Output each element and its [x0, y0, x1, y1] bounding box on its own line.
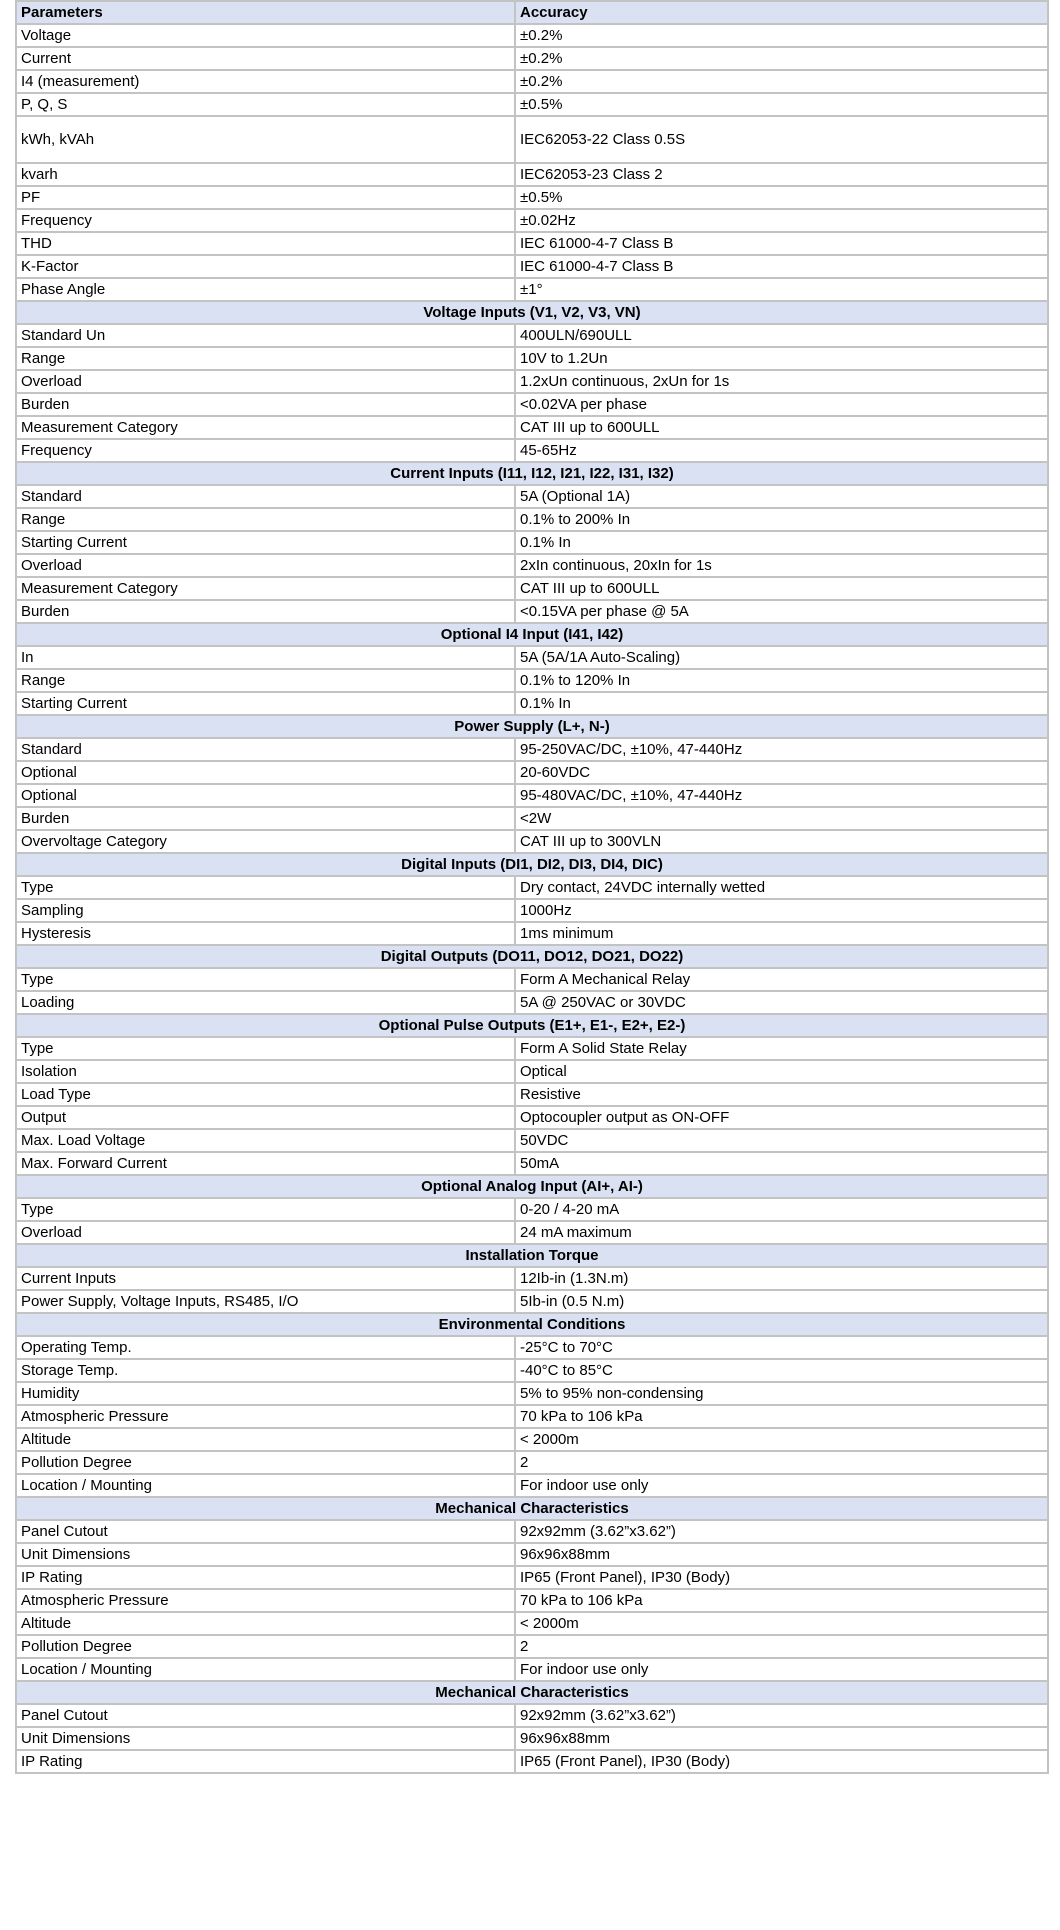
value-cell: Optocoupler output as ON-OFF — [515, 1106, 1048, 1129]
table-row — [16, 1382, 1048, 1405]
param-cell: Burden — [16, 393, 515, 416]
value-cell: CAT III up to 300VLN — [515, 830, 1048, 853]
value-cell: <0.15VA per phase @ 5A — [515, 600, 1048, 623]
value-cell: 1ms minimum — [515, 922, 1048, 945]
value-cell: ±1° — [515, 278, 1048, 301]
param-cell: Range — [16, 347, 515, 370]
param-cell: Isolation — [16, 1060, 515, 1083]
param-cell: Load Type — [16, 1083, 515, 1106]
param-cell: IP Rating — [16, 1566, 515, 1589]
table-row — [16, 761, 1048, 784]
value-cell: 92x92mm (3.62”x3.62”) — [515, 1704, 1048, 1727]
value-cell: IP65 (Front Panel), IP30 (Body) — [515, 1566, 1048, 1589]
param-cell: In — [16, 646, 515, 669]
table-row — [16, 991, 1048, 1014]
value-cell: < 2000m — [515, 1428, 1048, 1451]
value-cell: 0.1% to 120% In — [515, 669, 1048, 692]
section-title: Voltage Inputs (V1, V2, V3, VN) — [16, 301, 1048, 324]
section-header-row — [16, 1497, 1048, 1520]
table-row — [16, 1405, 1048, 1428]
param-cell: kvarh — [16, 163, 515, 186]
table-row — [16, 255, 1048, 278]
param-cell: Altitude — [16, 1428, 515, 1451]
param-cell: Standard Un — [16, 324, 515, 347]
table-row — [16, 1221, 1048, 1244]
table-row — [16, 1336, 1048, 1359]
value-cell: 70 kPa to 106 kPa — [515, 1405, 1048, 1428]
value-cell: <0.02VA per phase — [515, 393, 1048, 416]
value-cell: ±0.2% — [515, 70, 1048, 93]
table-row — [16, 899, 1048, 922]
table-row — [16, 1152, 1048, 1175]
table-row — [16, 347, 1048, 370]
value-cell: ±0.2% — [515, 24, 1048, 47]
value-cell: 2 — [515, 1451, 1048, 1474]
value-cell: ±0.5% — [515, 93, 1048, 116]
param-cell: Range — [16, 508, 515, 531]
value-cell: -40°C to 85°C — [515, 1359, 1048, 1382]
value-cell: 0.1% In — [515, 692, 1048, 715]
param-cell: Operating Temp. — [16, 1336, 515, 1359]
param-cell: Range — [16, 669, 515, 692]
table-row — [16, 807, 1048, 830]
value-cell: 96x96x88mm — [515, 1727, 1048, 1750]
table-row — [16, 1428, 1048, 1451]
table-row — [16, 1451, 1048, 1474]
section-title: Current Inputs (I11, I12, I21, I22, I31, I32) — [16, 462, 1048, 485]
table-row — [16, 1129, 1048, 1152]
param-cell: Frequency — [16, 439, 515, 462]
param-cell: I4 (measurement) — [16, 70, 515, 93]
value-cell: Resistive — [515, 1083, 1048, 1106]
table-row — [16, 163, 1048, 186]
value-cell: 0.1% to 200% In — [515, 508, 1048, 531]
table-row — [16, 1727, 1048, 1750]
param-cell: Burden — [16, 600, 515, 623]
param-cell: Altitude — [16, 1612, 515, 1635]
section-header-row — [16, 1681, 1048, 1704]
table-header-row — [16, 1, 1048, 24]
value-cell: CAT III up to 600ULL — [515, 416, 1048, 439]
param-cell: Overload — [16, 370, 515, 393]
value-cell: 5Ib-in (0.5 N.m) — [515, 1290, 1048, 1313]
param-cell: Location / Mounting — [16, 1658, 515, 1681]
table-row — [16, 1267, 1048, 1290]
table-row — [16, 1520, 1048, 1543]
table-row — [16, 1060, 1048, 1083]
table-row — [16, 646, 1048, 669]
table-row — [16, 1589, 1048, 1612]
param-cell: Atmospheric Pressure — [16, 1405, 515, 1428]
value-cell: 24 mA maximum — [515, 1221, 1048, 1244]
param-cell: Optional — [16, 761, 515, 784]
section-title: Digital Outputs (DO11, DO12, DO21, DO22) — [16, 945, 1048, 968]
value-cell: 92x92mm (3.62”x3.62”) — [515, 1520, 1048, 1543]
spec-table-body — [16, 1, 1048, 1773]
section-header-row — [16, 1175, 1048, 1198]
table-row — [16, 1658, 1048, 1681]
param-cell: Location / Mounting — [16, 1474, 515, 1497]
table-row — [16, 232, 1048, 255]
param-cell: Frequency — [16, 209, 515, 232]
table-row — [16, 922, 1048, 945]
param-cell: P, Q, S — [16, 93, 515, 116]
value-cell: 1.2xUn continuous, 2xUn for 1s — [515, 370, 1048, 393]
table-row — [16, 1474, 1048, 1497]
table-row — [16, 393, 1048, 416]
section-header-row — [16, 462, 1048, 485]
param-cell: Measurement Category — [16, 577, 515, 600]
param-cell: Standard — [16, 485, 515, 508]
header-accuracy: Accuracy — [515, 1, 1048, 24]
section-title: Mechanical Characteristics — [16, 1681, 1048, 1704]
value-cell: 1000Hz — [515, 899, 1048, 922]
table-row — [16, 531, 1048, 554]
table-row — [16, 600, 1048, 623]
value-cell: ±0.2% — [515, 47, 1048, 70]
table-row — [16, 116, 1048, 163]
param-cell: Panel Cutout — [16, 1704, 515, 1727]
header-parameters: Parameters — [16, 1, 515, 24]
param-cell: Current Inputs — [16, 1267, 515, 1290]
table-row — [16, 577, 1048, 600]
param-cell: Type — [16, 1198, 515, 1221]
param-cell: Voltage — [16, 24, 515, 47]
table-row — [16, 692, 1048, 715]
table-row — [16, 370, 1048, 393]
section-title: Optional I4 Input (I41, I42) — [16, 623, 1048, 646]
table-row — [16, 1612, 1048, 1635]
value-cell: 95-250VAC/DC, ±10%, 47-440Hz — [515, 738, 1048, 761]
value-cell: IEC62053-22 Class 0.5S — [515, 116, 1048, 163]
value-cell: For indoor use only — [515, 1474, 1048, 1497]
param-cell: Humidity — [16, 1382, 515, 1405]
param-cell: Loading — [16, 991, 515, 1014]
table-row — [16, 669, 1048, 692]
param-cell: Phase Angle — [16, 278, 515, 301]
section-header-row — [16, 715, 1048, 738]
value-cell: 2xIn continuous, 20xIn for 1s — [515, 554, 1048, 577]
value-cell: ±0.5% — [515, 186, 1048, 209]
table-row — [16, 209, 1048, 232]
param-cell: Overload — [16, 554, 515, 577]
section-title: Digital Inputs (DI1, DI2, DI3, DI4, DIC) — [16, 853, 1048, 876]
value-cell: 95-480VAC/DC, ±10%, 47-440Hz — [515, 784, 1048, 807]
table-row — [16, 1037, 1048, 1060]
value-cell: IEC62053-23 Class 2 — [515, 163, 1048, 186]
param-cell: PF — [16, 186, 515, 209]
param-cell: Type — [16, 968, 515, 991]
table-row — [16, 554, 1048, 577]
param-cell: kWh, kVAh — [16, 116, 515, 163]
param-cell: Unit Dimensions — [16, 1727, 515, 1750]
param-cell: Output — [16, 1106, 515, 1129]
param-cell: Current — [16, 47, 515, 70]
param-cell: Sampling — [16, 899, 515, 922]
value-cell: Dry contact, 24VDC internally wetted — [515, 876, 1048, 899]
param-cell: Pollution Degree — [16, 1635, 515, 1658]
value-cell: <2W — [515, 807, 1048, 830]
value-cell: 20-60VDC — [515, 761, 1048, 784]
table-row — [16, 1106, 1048, 1129]
value-cell: IEC 61000-4-7 Class B — [515, 255, 1048, 278]
section-header-row — [16, 1244, 1048, 1267]
table-row — [16, 70, 1048, 93]
value-cell: 10V to 1.2Un — [515, 347, 1048, 370]
value-cell: 2 — [515, 1635, 1048, 1658]
value-cell: 50mA — [515, 1152, 1048, 1175]
value-cell: 70 kPa to 106 kPa — [515, 1589, 1048, 1612]
table-row — [16, 416, 1048, 439]
table-row — [16, 278, 1048, 301]
table-row — [16, 968, 1048, 991]
table-row — [16, 830, 1048, 853]
table-row — [16, 784, 1048, 807]
param-cell: Starting Current — [16, 531, 515, 554]
param-cell: THD — [16, 232, 515, 255]
param-cell: Power Supply, Voltage Inputs, RS485, I/O — [16, 1290, 515, 1313]
param-cell: Panel Cutout — [16, 1520, 515, 1543]
param-cell: Measurement Category — [16, 416, 515, 439]
table-row — [16, 1704, 1048, 1727]
table-row — [16, 508, 1048, 531]
param-cell: Burden — [16, 807, 515, 830]
value-cell: Optical — [515, 1060, 1048, 1083]
param-cell: Atmospheric Pressure — [16, 1589, 515, 1612]
param-cell: Hysteresis — [16, 922, 515, 945]
value-cell: Form A Mechanical Relay — [515, 968, 1048, 991]
table-row — [16, 24, 1048, 47]
param-cell: Max. Forward Current — [16, 1152, 515, 1175]
param-cell: Pollution Degree — [16, 1451, 515, 1474]
param-cell: Storage Temp. — [16, 1359, 515, 1382]
value-cell: 5A @ 250VAC or 30VDC — [515, 991, 1048, 1014]
value-cell: IP65 (Front Panel), IP30 (Body) — [515, 1750, 1048, 1773]
section-title: Mechanical Characteristics — [16, 1497, 1048, 1520]
value-cell: 5A (5A/1A Auto-Scaling) — [515, 646, 1048, 669]
section-title: Installation Torque — [16, 1244, 1048, 1267]
param-cell: Type — [16, 876, 515, 899]
value-cell: Form A Solid State Relay — [515, 1037, 1048, 1060]
table-row — [16, 1083, 1048, 1106]
table-row — [16, 1359, 1048, 1382]
value-cell: 12Ib-in (1.3N.m) — [515, 1267, 1048, 1290]
value-cell: 5A (Optional 1A) — [515, 485, 1048, 508]
section-header-row — [16, 1313, 1048, 1336]
param-cell: Overload — [16, 1221, 515, 1244]
param-cell: Optional — [16, 784, 515, 807]
section-header-row — [16, 623, 1048, 646]
section-title: Environmental Conditions — [16, 1313, 1048, 1336]
param-cell: K-Factor — [16, 255, 515, 278]
table-row — [16, 738, 1048, 761]
value-cell: -25°C to 70°C — [515, 1336, 1048, 1359]
param-cell: Type — [16, 1037, 515, 1060]
table-row — [16, 1198, 1048, 1221]
table-row — [16, 439, 1048, 462]
param-cell: Overvoltage Category — [16, 830, 515, 853]
value-cell: 96x96x88mm — [515, 1543, 1048, 1566]
value-cell: For indoor use only — [515, 1658, 1048, 1681]
param-cell: Unit Dimensions — [16, 1543, 515, 1566]
value-cell: < 2000m — [515, 1612, 1048, 1635]
section-title: Optional Pulse Outputs (E1+, E1-, E2+, E2-) — [16, 1014, 1048, 1037]
value-cell: IEC 61000-4-7 Class B — [515, 232, 1048, 255]
table-row — [16, 47, 1048, 70]
value-cell: ±0.02Hz — [515, 209, 1048, 232]
value-cell: CAT III up to 600ULL — [515, 577, 1048, 600]
table-row — [16, 485, 1048, 508]
spec-table — [15, 0, 1049, 1774]
table-row — [16, 1543, 1048, 1566]
table-row — [16, 1290, 1048, 1313]
param-cell: Standard — [16, 738, 515, 761]
table-row — [16, 1750, 1048, 1773]
value-cell: 45-65Hz — [515, 439, 1048, 462]
value-cell: 0-20 / 4-20 mA — [515, 1198, 1048, 1221]
table-row — [16, 1635, 1048, 1658]
table-row — [16, 876, 1048, 899]
param-cell: IP Rating — [16, 1750, 515, 1773]
param-cell: Max. Load Voltage — [16, 1129, 515, 1152]
value-cell: 400ULN/690ULL — [515, 324, 1048, 347]
param-cell: Starting Current — [16, 692, 515, 715]
table-row — [16, 324, 1048, 347]
table-row — [16, 1566, 1048, 1589]
section-header-row — [16, 1014, 1048, 1037]
section-title: Optional Analog Input (AI+, AI-) — [16, 1175, 1048, 1198]
table-row — [16, 93, 1048, 116]
table-row — [16, 186, 1048, 209]
value-cell: 5% to 95% non-condensing — [515, 1382, 1048, 1405]
section-header-row — [16, 945, 1048, 968]
section-header-row — [16, 301, 1048, 324]
value-cell: 0.1% In — [515, 531, 1048, 554]
section-title: Power Supply (L+, N-) — [16, 715, 1048, 738]
value-cell: 50VDC — [515, 1129, 1048, 1152]
section-header-row — [16, 853, 1048, 876]
